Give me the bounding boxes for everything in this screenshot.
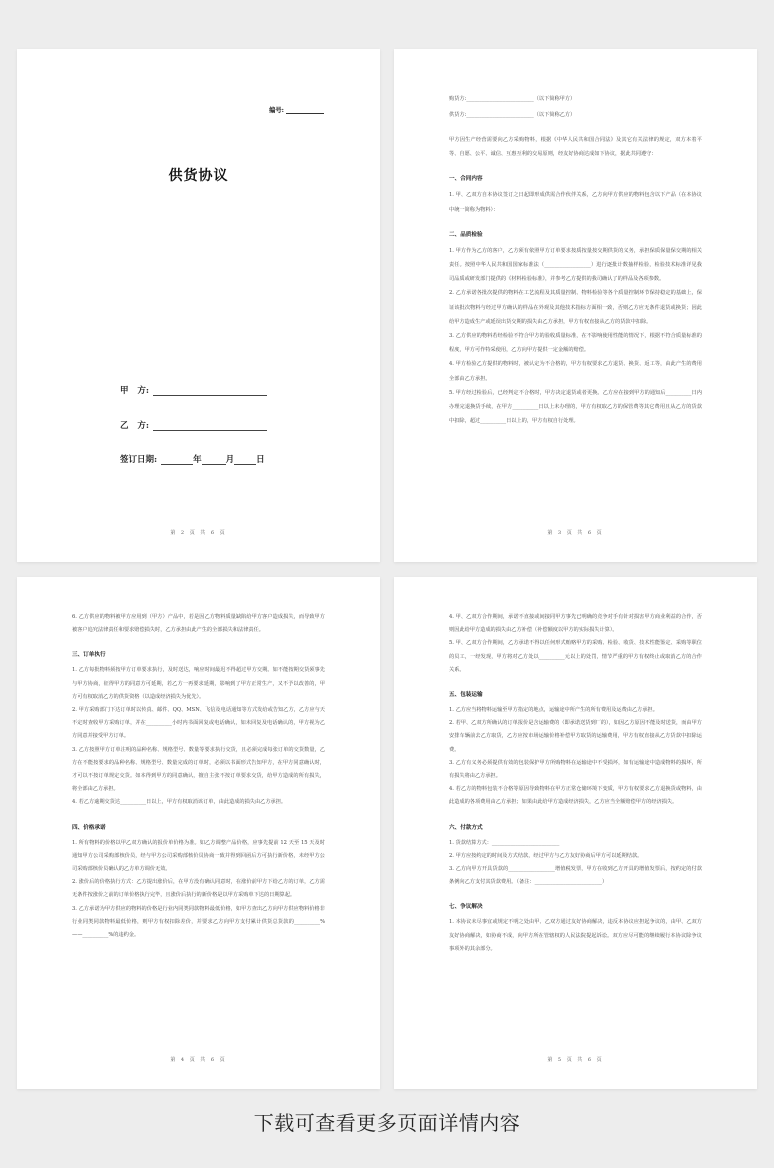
contract-number [269, 105, 324, 114]
section-4-item-1: 1. 所有物料的价格以甲乙双方确认的报价单价格为准。如乙方调整产品价格，应事先提前 12 天至 15 天及时通知甲方公司采购部核价员，经与甲方公司采购部核价员协商一致并得到回函后方可执行新价格，未经甲方公司采购部核价员确认的乙方单方调价无效。 [72, 839, 325, 873]
intro-paragraph: 甲方因生产经营需要向乙方采购物料，根据《中华人民共和国合同法》及其它有关法律的规定，双方本着平等、自愿、公平、诚信、互惠互利的交易原则，经友好协商达成如下协议，据此共同遵守： [449, 137, 702, 158]
cover-page [17, 49, 380, 562]
section-7-item-1: 1. 本协议未尽事宜或规定不明之处由甲、乙双方通过友好协商解决，违反本协议应担起争议的，由甲、乙双方友好协商解决，如协商不成，向甲方所在管辖权的人民法院提起诉讼。双方应尽可能的继续履行本协议除争议事项外的其余部分。 [449, 919, 702, 952]
section-4-item-2: 2. 涨价后的价格执行方式：乙方提出涨价后，在甲方没有确认同意时，在涨价前甲方下给乙方的订单，乙方需无条件按涨价之前的订单价格执行完毕，且涨价后执行的新价格是以甲方采购单下达的日期算起。 [72, 879, 325, 899]
contract-number-label: 编号: [269, 107, 284, 114]
section-5-item-4: 4. 若乙方的物料包装不合格等原因导致物料在甲方正常仓储环境下变质，甲方有权要求乙方退换货或物料，由此造成的各项费用由乙方承担；如果由此给甲方造成经济损失，乙方应当全额赔偿甲方的经济损失。 [449, 786, 702, 806]
contract-number-blank [286, 107, 324, 114]
section-1-item-1: 1. 甲、乙双方自本协议签订之日起即形成供需合作伙伴关系，乙方向甲方供应的物料包含以下产品（在本协议中统一简称为物料）： [449, 192, 702, 213]
page-number: 第 5 页 共 6 页 [547, 1057, 604, 1063]
section-5-item-1: 1. 乙方应当将物料运输至甲方指定的地点，运输途中所产生的所有费用及运费由乙方承担。 [449, 707, 658, 714]
party-b-field [120, 419, 267, 431]
document-title: 供货协议 [168, 168, 229, 184]
party-a-blank [153, 387, 267, 396]
day-blank [234, 456, 256, 465]
section-5-title: 五、包装运输 [449, 692, 483, 699]
contract-page-4 [17, 577, 380, 1089]
section-2-item-5: 5. 甲方经过检验后，已经判定不合格时，甲方决定退货或者更换。乙方应在接到甲方的通知后__________日内办理完退换货手续，在甲方__________日以上未办理的，甲方有权取乙方的保管费等其它费用且从乙方的货款中扣除，超过__________日以上的，甲方有权自行处理。 [449, 389, 702, 425]
day-label: 日 [256, 455, 265, 465]
party-a-field [120, 384, 267, 396]
page-3-body [449, 91, 702, 428]
year-blank [161, 456, 193, 465]
seller-line: 供货方:__________________________（以下简称乙方） [449, 112, 576, 118]
party-b-blank [153, 422, 267, 431]
page-number: 第 2 页 共 6 页 [170, 530, 227, 536]
contract-page-3 [394, 49, 757, 562]
download-more-link[interactable]: 下载可查看更多页面详情内容 [253, 1111, 521, 1135]
month-label: 月 [225, 455, 235, 465]
page-5-body [449, 611, 702, 956]
year-label: 年 [193, 455, 202, 465]
sign-date-field [120, 453, 265, 465]
section-5-item-2: 2. 若甲、乙双方所确认的订单报价是含运输费的（即承诺送货到厂的），如因乙方原因不能及时送货，而由甲方安排车辆前去乙方取货，乙方应按市场运输价格补偿甲方取货的运输费用，甲方有权直接从乙方货款中扣除运费。 [449, 720, 702, 753]
section-7-title: 七、争议解决 [449, 904, 483, 911]
section-3-title: 三、订单执行 [72, 652, 106, 659]
section-2-item-1: 1. 甲方作为乙方的客户，乙方须有依照甲方订单要求按质按量按交期供货的义务，承担保质保量保交期的相关责任。按照中华人民共和国国家标准法（__________________）进行逐批计数抽样检验，检验技术标准详见我司品质或研发部门提供的《材料检验标准》，并参考乙方提供的我司确认了的样品及各项参数。 [449, 247, 702, 283]
buyer-line: 购货方:__________________________（以下简称甲方） [449, 96, 576, 102]
section-6-item-3: 3. 乙方向甲方开具货款的__________________增值税发票，甲方在收到乙方开具的增值发票后，按约定的付款条例向乙方支付其货款费用。（备注：__________________________） [449, 866, 702, 886]
section-6-item-2: 2. 甲方应按约定的时间及方式结款，经过甲方与乙方友好协商后甲方可以延期结款。 [449, 852, 643, 859]
section-3-item-2: 2. 甲方采购部门下达订单时以传真、邮件、QQ、MSN、飞信及电话通知等方式发给或告知乙方，乙方应与天不定时查收甲方采购订单，并在__________小时内书面回复或电话确认，如未回复及电话确认的，甲方视为乙方同意并接受甲方订单。 [72, 707, 325, 740]
section-6-item-1: 1. 货款结算方式：__________________________ [449, 839, 560, 846]
section-3-item-4: 4. 若乙方逾期交货达__________日以上，甲方有权取消该订单，由此造成的损失由乙方承担。 [72, 799, 287, 806]
month-blank [202, 456, 226, 465]
section-5-item-3: 3. 乙方有义务必须提供有效的包装保护甲方所购物料在运输途中不受损坏，如有运输途中造成物料的损坏，所有损失将由乙方承担。 [449, 759, 702, 780]
section-1-title: 一、合同内容 [449, 176, 483, 183]
page-number: 第 4 页 共 6 页 [170, 1057, 227, 1063]
item-4-paragraph: 4. 甲、乙双方合作期间，承诺不直接或间接同甲方事先已明确的竞争对手有针对损害甲方商业利益的合作，否则因此给甲方造成的损失由乙方补偿（补偿额度以甲方的实际损失计算）。 [449, 614, 702, 634]
section-4-title: 四、价格承诺 [72, 824, 106, 831]
section-6-title: 六、付款方式 [449, 824, 483, 831]
item-5-paragraph: 5. 甲、乙双方合作期间，乙方承诺不得以任何形式贿赂甲方的采购、检验、收货、技术性能鉴定、采购等职位的员工，一经发现，甲方将对乙方处以__________元以上的处罚，情节严重的甲方有权终止或取消乙方的合作关系。 [449, 640, 702, 673]
section-2-item-2: 2. 乙方承诺各批次提供的物料在工艺流程及其质量控制、物料检验等各个质量控制环节保持稳定的基础上，保证该批次物料与经过甲方确认的样品在外观及其他技术指标方面相一致，否则乙方应无条件退货或换货；因此给甲方造成生产或延误出货交期的损失由乙方承担，甲方有权直接从乙方的货款中扣除。 [449, 290, 702, 325]
section-2-title: 二、品质检验 [449, 231, 483, 238]
section-4-item-3: 3. 乙方承诺为甲方供应的物料的价格是行业内同类同款物料最低价格，如甲方查出乙方向甲方供应物料价格非行业同类同款物料最低价格，则甲方有权扣除差价，并要求乙方向甲方支付累计供货总货款的__________%——__________%的违约金。 [72, 905, 325, 939]
page-4-body [72, 611, 325, 942]
party-b-label: 乙 方: [120, 421, 150, 431]
sign-date-label: 签订日期: [120, 455, 158, 465]
section-2-item-3: 3. 乙方供应的物料若经检验不符合甲方的验收质量标准，在不影响使用性能的情况下，根据不符合质量标准的程度，甲方可作特采使用，乙方向甲方提供一定金额的赔偿。 [449, 333, 702, 354]
party-a-label: 甲 方: [120, 386, 150, 396]
item-6-paragraph: 6. 乙方供应的物料被甲方应用到（甲方）产品中，若是因乙方物料质量缺陷给甲方客户造成损失，而导致甲方被客户追究法律责任和要求赔偿损失时，乙方承担由此产生的全部损失和法律责任。 [72, 614, 325, 634]
section-3-item-1: 1. 乙方每批物料须按甲方订单要求执行，及时送达，响应时间最迟不得超过甲方交期。如不能按期交货须事先与甲方协商，征得甲方的同意方可延期，若乙方一再要求延期，影响到了甲方正常生产，又不予以改善的，甲方可有权取消乙方的供货资格（以造成经济损失为优先）。 [72, 667, 325, 700]
section-2-item-4: 4. 甲方检验乙方提供的物料时，被认定为不合格的，甲方有权要求乙方退货、换货、返工等，由此产生的费用全部由乙方承担。 [449, 361, 702, 382]
page-number: 第 3 页 共 6 页 [547, 530, 604, 536]
contract-page-5 [394, 577, 757, 1089]
section-3-item-3: 3. 乙方按照甲方订单注明的品种名称、规格型号、数量等要求执行交货，且必须完成每张订单的交货数量，乙方在不能按要求的品种名称、规格型号、数量完成的订单时，必须以书面形式告知甲方，在甲方同意确认时，才可以不按订单规定交货。如本得到甲方的同意确认，擅自主张不按订单要求交货，给甲方造成的所有损失，将全部由乙方承担。 [72, 746, 325, 793]
